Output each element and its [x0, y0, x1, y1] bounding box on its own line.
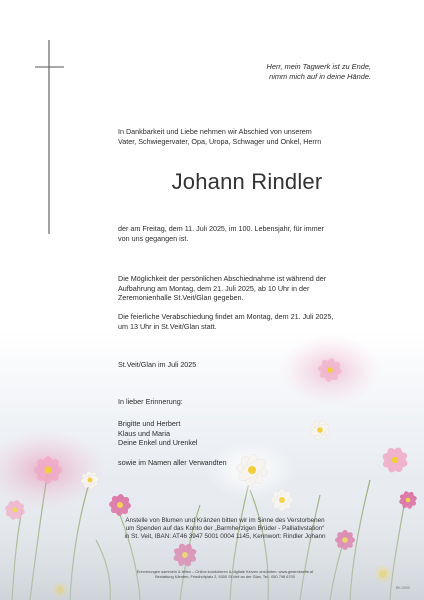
viewing-line: Zeremonienhalle St.Veit/Glan gegeben. — [118, 293, 244, 303]
funeral-home-footer — [100, 569, 350, 580]
relatives-line: sowie im Namen aller Verwandten — [118, 458, 227, 467]
family-member: Deine Enkel und Urenkel — [118, 438, 198, 448]
intro-line: Vater, Schwiegervater, Opa, Uropa, Schwager und Onkel, Herrn — [118, 136, 322, 146]
farewell-line: um 13 Uhr in St.Veit/Glan statt. — [118, 321, 217, 331]
footer-line: Erinnerungen sammeln & teilen – Online kondolieren & digitale Kerzen anzünden: www.gedenkseite.at — [136, 569, 314, 574]
footer-line: Bestattung Kärnten, Friedhofplatz 2, 9300 St.Veit an der Glan, Tel.: 050 798 6700 — [155, 574, 295, 580]
farewell-info — [118, 312, 380, 331]
motto-line: Herr, mein Tagwerk ist zu Ende, — [266, 62, 371, 71]
viewing-line: Die Möglichkeit der persönlichen Abschiednahme ist während der — [118, 274, 327, 283]
memory-heading: In lieber Erinnerung: — [118, 397, 183, 406]
death-line: von uns gegangen ist. — [118, 233, 189, 243]
deceased-name: Johann Rindler — [171, 169, 323, 194]
donation-line: in St. Veit, IBAN: AT46 3947 5001 0004 1145, Kennwort: Rindler Johann — [124, 533, 326, 541]
intro-text — [118, 127, 378, 146]
intro-line: In Dankbarkeit und Liebe nehmen wir Abschied von unserem — [118, 127, 312, 136]
death-notice — [118, 224, 380, 243]
donation-line: um Spenden auf das Konto der „Barmherzigen Brüder - Palliativstation“ — [125, 525, 325, 533]
family-member: Klaus und Maria — [118, 428, 170, 438]
viewing-line: Aufbahrung am Montag, dem 21. Juli 2025, ab 10 Uhr in der — [118, 283, 310, 293]
place-date: St.Veit/Glan im Juli 2025 — [118, 360, 197, 369]
family-member: Brigitte und Herbert — [118, 419, 181, 428]
farewell-line: Die feierliche Verabschiedung findet am Montag, dem 21. Juli 2025, — [118, 312, 334, 321]
death-line: der am Freitag, dem 11. Juli 2025, im 100. Lebensjahr, für immer — [118, 224, 325, 233]
family-list — [118, 419, 318, 448]
donation-request — [100, 517, 350, 542]
motto-line: nimm mich auf in deine Hände. — [269, 72, 371, 81]
motto-quote — [205, 62, 371, 82]
viewing-info — [118, 274, 380, 303]
document-code: BK-0000 — [396, 586, 410, 590]
donation-line: Anstelle von Blumen und Kränzen bitten wir im Sinne des Verstorbenen — [125, 517, 325, 524]
